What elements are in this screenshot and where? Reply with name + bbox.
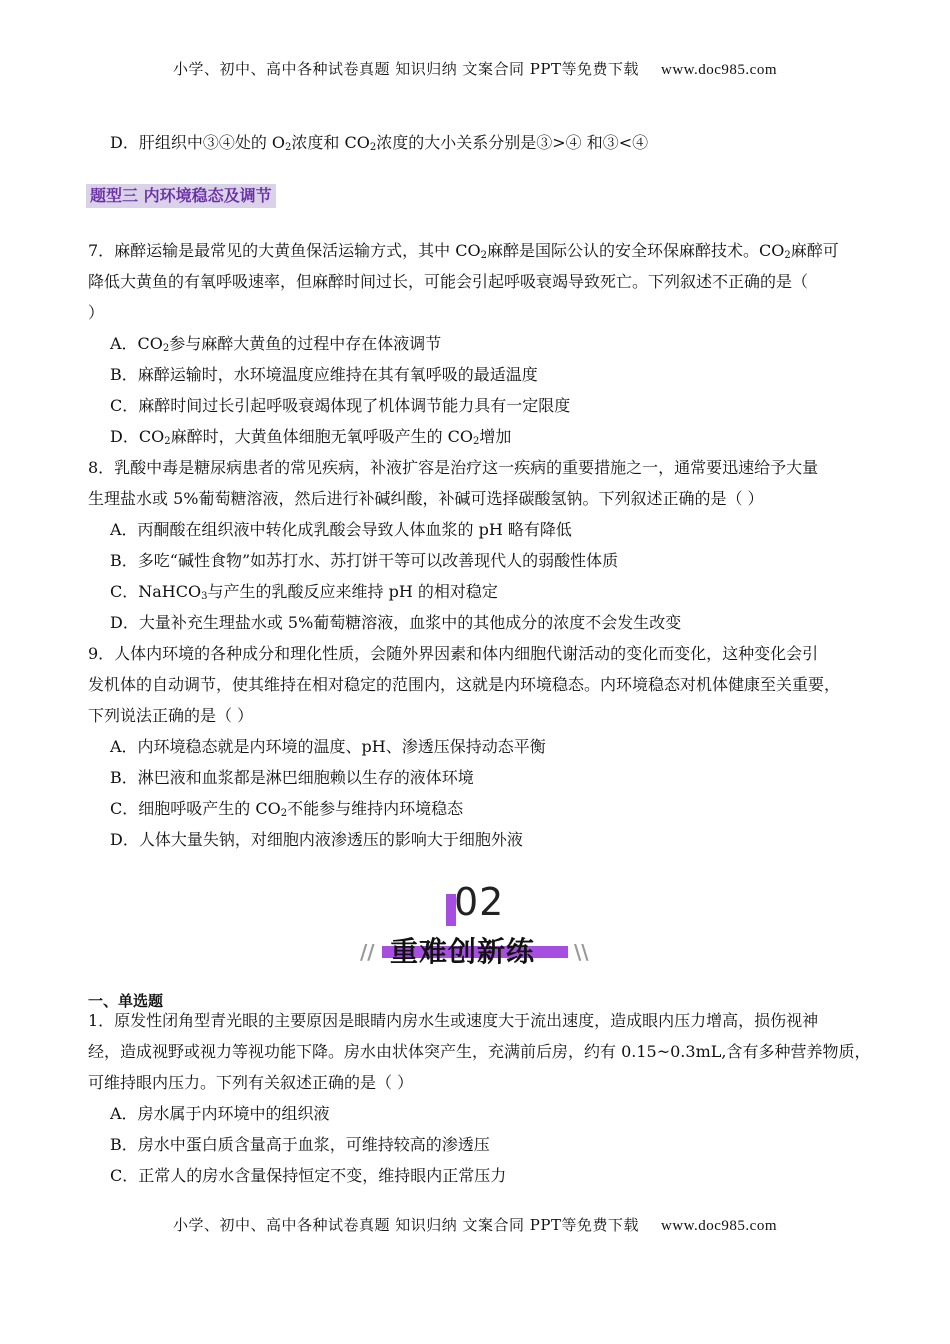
page-footer	[0, 1214, 950, 1235]
q8-option-a[interactable]: A．丙酮酸在组织液中转化成乳酸会导致人体血浆的 pH 略有降低	[110, 520, 572, 539]
footer-url[interactable]: www.doc985.com	[660, 1218, 777, 1234]
p2q1-stem-line1: 1．原发性闭角型青光眼的主要原因是眼睛内房水生或速度大于流出速度，造成眼内压力增高，损伤视神	[88, 1011, 819, 1030]
footer-text: 小学、初中、高中各种试卷真题 知识归纳 文案合同 PPT等免费下载	[172, 1216, 639, 1234]
q7-option-c[interactable]: C．麻醉时间过长引起呼吸衰竭体现了机体调节能力具有一定限度	[110, 396, 571, 415]
right-slash-decoration: \\	[574, 940, 589, 964]
q7-stem-line1: 7．麻醉运输是最常见的大黄鱼保活运输方式，其中 $CO_2$麻醉是国际公认的安全环保麻醉技术。$CO_2$麻醉可	[88, 241, 839, 261]
header-text: 小学、初中、高中各种试卷真题 知识归纳 文案合同 PPT等免费下载	[172, 60, 639, 78]
q9-stem-line1: 9．人体内环境的各种成分和理化性质，会随外界因素和体内细胞代谢活动的变化而变化，这种变化会引	[88, 644, 819, 663]
section-title: 题型三 内环境稳态及调节	[86, 184, 276, 208]
q8-option-d[interactable]: D．大量补充生理盐水或 5%葡萄糖溶液，血浆中的其他成分的浓度不会发生改变	[110, 613, 682, 632]
q7-stem-line3: ）	[88, 303, 105, 322]
left-slash-decoration: //	[360, 940, 375, 964]
p2q1-stem-line3: 可维持眼内压力。下列有关叙述正确的是（ ）	[88, 1073, 414, 1092]
p2q1-option-a[interactable]: A．房水属于内环境中的组织液	[110, 1104, 330, 1123]
q9-option-d: D．人体大量失钠，对细胞内液渗透压的影响大于细胞外液	[110, 830, 523, 849]
p2q1-option-b[interactable]: B．房水中蛋白质含量高于血浆，可维持较高的渗透压	[110, 1135, 490, 1154]
part2-logo	[360, 880, 590, 975]
q8-stem-line1: 8．乳酸中毒是糖尿病患者的常见疾病，补液扩容是治疗这一疾病的重要措施之一，通常要迅速给予大量	[88, 458, 819, 477]
header-url[interactable]: www.doc985.com	[660, 62, 777, 78]
q9-stem-line3: 下列说法正确的是（ ）	[88, 706, 254, 725]
q9-option-a[interactable]: A．内环境稳态就是内环境的温度、pH、渗透压保持动态平衡	[110, 737, 546, 756]
q8-option-c[interactable]: C．NaHCO$_3$与产生的乳酸反应来维持 pH 的相对稳定	[110, 582, 498, 602]
q8-stem-line2: 生理盐水或 5%葡萄糖溶液，然后进行补碱纠酸，补碱可选择碳酸氢钠。下列叙述正确的是（ ）	[88, 489, 764, 508]
q7-option-a[interactable]: A．$CO_2$参与麻醉大黄鱼的过程中存在体液调节	[110, 334, 442, 354]
p2q1-stem-line2: 经，造成视野或视力等视功能下降。房水由状体突产生，充满前后房，约有 0.15~0.3mL,含有多种营养物质，	[88, 1042, 871, 1061]
page-header	[0, 58, 950, 79]
single-choice-heading: 一、单选题	[88, 992, 164, 1010]
q7-option-d[interactable]: D．$CO_2$麻醉时，大黄鱼体细胞无氧呼吸产生的 $CO_2$增加	[110, 427, 512, 447]
part2-title: 重难创新练	[390, 935, 536, 968]
q7-stem-line2: 降低大黄鱼的有氧呼吸速率，但麻醉时间过长，可能会引起呼吸衰竭导致死亡。下列叙述不正确的是（	[88, 272, 809, 291]
q7-option-b[interactable]: B．麻醉运输时，水环境温度应维持在其有氧呼吸的最适温度	[110, 365, 538, 384]
q9-option-b[interactable]: B．淋巴液和血浆都是淋巴细胞赖以生存的液体环境	[110, 768, 474, 787]
p2q1-option-c[interactable]: C．正常人的房水含量保持恒定不变，维持眼内正常压力	[110, 1166, 507, 1185]
part2-number: 02	[454, 880, 505, 924]
q9-stem-line2: 发机体的自动调节，使其维持在相对稳定的范围内，这就是内环境稳态。内环境稳态对机体健康至关重要，	[88, 675, 841, 694]
prev-question-option-d: D．肝组织中③④处的 $O_2$浓度和 $CO_2$浓度的大小关系分别是③>④ 和③<④	[110, 133, 649, 153]
q9-option-c[interactable]: C．细胞呼吸产生的 $CO_2$不能参与维持内环境稳态	[110, 799, 464, 819]
q8-option-b[interactable]: B．多吃“碱性食物”如苏打水、苏打饼干等可以改善现代人的弱酸性体质	[110, 551, 619, 570]
